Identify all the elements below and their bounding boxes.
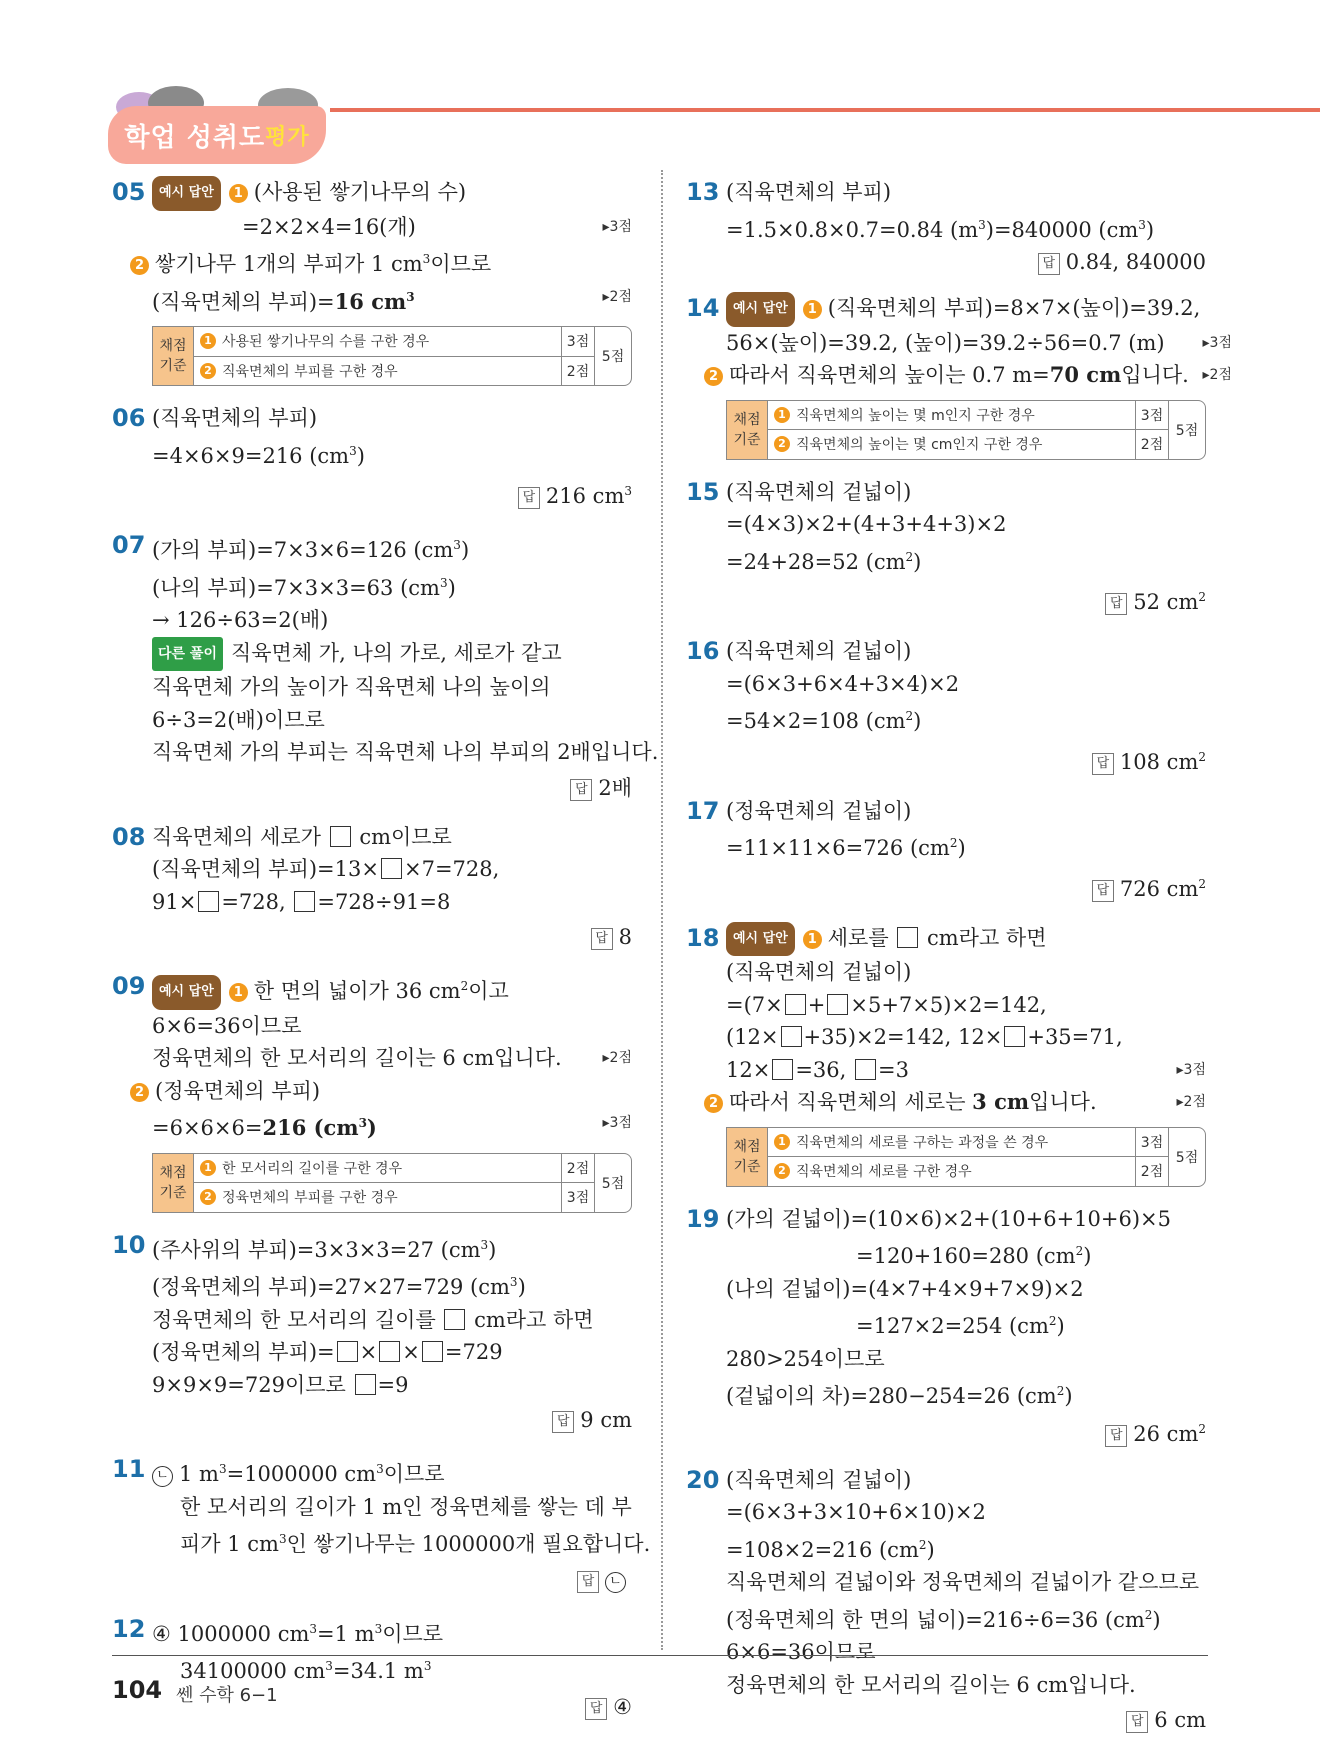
blank-box — [772, 1059, 793, 1080]
problem-05: 05 예시 답안 1 (사용된 쌓기나무의 수) =2×2×4=16(개) ▸3점 2 쌓기나무 1개의 부피가 1 $cm^3$이므로 (직육면체의 부피)=16 $cm^3$ ▸2점 채점 기준 1 사용된 쌓기나무의 수를 구한 경우 3점 2 직육면체의 부피를 구한 경우 2점 5점 — [112, 176, 632, 386]
problem-14: 14 예시 답안 1 (직육면체의 부피)=8×7×(높이)=39.2, 56×(높이)=39.2, (높이)=39.2÷56=0.7 (m) ▸3점 2 따라서 직육면체의 높이는 0.7 m=70 cm입니다. ▸2점 채점 기준 1 직육면체의 높이는 몇 m인지 구한 경우 3점 2 직육면체의 높이는 몇 cm인지 구한 경우 2점 5점 — [686, 292, 1206, 460]
answer: 답 ㄴ — [152, 1563, 632, 1597]
points: ▸3점 — [1176, 1061, 1206, 1078]
example-answer-tag: 예시 답안 — [726, 922, 795, 957]
column-divider — [661, 170, 663, 1650]
step-1-icon: 1 — [803, 300, 822, 319]
problem-number: 08 — [112, 822, 146, 851]
step-1-icon: 1 — [803, 930, 822, 949]
problem-16: 16 (직육면체의 겉넓이) =(6×3+6×4+3×4)×2 =54×2=108 $(cm^2)$ 답 108 $cm^2$ — [686, 635, 1206, 779]
blank-box — [855, 1059, 876, 1080]
footer-rule — [112, 1655, 1208, 1656]
blank-box — [294, 891, 315, 912]
problem-number: 12 — [112, 1614, 146, 1643]
alt-solution-tag: 다른 풀이 — [152, 637, 223, 672]
answer: 답 0.84, 840000 — [726, 248, 1206, 276]
points: ▸2점 — [602, 288, 632, 305]
blank-box — [422, 1341, 443, 1362]
scoring-criteria: 채점 기준 1 사용된 쌓기나무의 수를 구한 경우 3점 2 직육면체의 부피를 구한 경우 2점 5점 — [152, 326, 632, 386]
step-2-icon: 2 — [704, 1094, 723, 1113]
scoring-criteria: 채점 기준 1 직육면체의 세로를 구하는 과정을 쓴 경우 3점 2 직육면체의 세로를 구한 경우 2점 5점 — [726, 1127, 1206, 1187]
problem-number: 17 — [686, 796, 720, 825]
scoring-criteria: 채점 기준 1 직육면체의 높이는 몇 m인지 구한 경우 3점 2 직육면체의 높이는 몇 cm인지 구한 경우 2점 5점 — [726, 400, 1206, 460]
problem-number: 11 — [112, 1455, 146, 1483]
problem-number: 14 — [686, 294, 720, 322]
choice-mark: ㄴ — [152, 1466, 173, 1487]
blank-box — [379, 1341, 400, 1362]
step-2-icon: 2 — [130, 256, 149, 275]
blank-box — [444, 1309, 465, 1330]
answer: 답 726 $cm^2$ — [726, 867, 1206, 906]
blank-box — [827, 994, 848, 1015]
answer: 답 26 $cm^2$ — [726, 1415, 1206, 1448]
step-2-icon: 2 — [130, 1083, 149, 1102]
header-rule — [330, 108, 1320, 112]
example-answer-tag: 예시 답안 — [152, 176, 221, 211]
problem-18: 18 예시 답안 1 세로를 cm라고 하면 (직육면체의 겉넓이) =(7× + ×5+7×5)×2=142, (12× +35)×2=142, 12× +35=71, 12× =36, =3 ▸3점 2 따라서 직육면체의 세로는 3 cm입니다. ▸2점 채점 기준 1 직육면체의 세로를 구하는 과정을 쓴 경우 3점 2 직육면체의 세로를 구한 경우 2점 5점 — [686, 922, 1206, 1187]
problem-06: 06 (직육면체의 부피) =4×6×9=216 $(cm^3)$ 답 216 $cm^3$ — [112, 402, 632, 513]
problem-10: 10 (주사위의 부피)=3×3×3=27 $(cm^3)$ (정육면체의 부피)=27×27=729 $(cm^3)$ 정육면체의 한 모서리의 길이를 cm라고 하면 (정육면체의 부피)= × × =729 9×9×9=729이므로 =9 답 9 cm — [112, 1229, 632, 1438]
page-number: 104 — [112, 1676, 163, 1704]
problem-number: 06 — [112, 404, 146, 432]
answer: 답 108 $cm^2$ — [726, 740, 1206, 779]
scoring-criteria: 채점 기준 1 한 모서리의 길이를 구한 경우 2점 2 정육면체의 부피를 구한 경우 3점 5점 — [152, 1153, 632, 1213]
step-2-icon: 2 — [704, 367, 723, 386]
problem-number: 05 — [112, 178, 146, 206]
points: ▸2점 — [602, 1050, 632, 1066]
problem-12: 12 ④ 1000000 $cm^3=1$ $m^3$이므로 34100000 $cm^3=34.1$ $m^3$ 답 ④ — [112, 1613, 632, 1724]
blank-box — [330, 826, 351, 847]
problem-08: 08 직육면체의 세로가 cm이므로 (직육면체의 부피)=13× ×7=728, 91× =728, =728÷91=8 답 8 — [112, 821, 632, 955]
blank-box — [381, 858, 402, 879]
answer: 답 8 — [152, 920, 632, 954]
points: ▸2점 — [1202, 367, 1232, 383]
points: ▸2점 — [1176, 1094, 1206, 1110]
problem-15: 15 (직육면체의 겉넓이) =(4×3)×2+(4+3+4+3)×2 =24+28=52 $(cm^2)$ 답 52 $cm^2$ — [686, 476, 1206, 620]
problem-19: 19 (가의 겉넓이)=(10×6)×2+(10+6+10+6)×5 =120+160=280 $(cm^2)$ (나의 겉넓이)=(4×7+4×9+7×9)×2 =127×2=254 $(cm^2)$ 280>254이므로 (겉넓이의 차)=280−254=26 $(cm^2)$ 답 26 $cm^2$ — [686, 1204, 1206, 1446]
right-column — [686, 176, 1232, 1753]
points: ▸3점 — [602, 1115, 632, 1131]
problem-number: 13 — [686, 178, 720, 206]
problem-11: 11 ㄴ 1 $m^3=1000000$ $cm^3$이므로 한 모서리의 길이가 1 m인 정육면체를 쌓는 데 부 피가 1 $cm^3$인 쌓기나무는 1000000개 필요합니다. 답 ㄴ — [112, 1453, 632, 1597]
answer: 답 ④ — [152, 1690, 632, 1724]
blank-box — [897, 927, 918, 948]
problem-number: 19 — [686, 1204, 720, 1233]
blank-box — [198, 891, 219, 912]
problem-09: 09 예시 답안 1 한 면의 넓이가 36 $cm^2$이고 6×6=36이므로 정육면체의 한 모서리의 길이는 6 cm입니다. ▸2점 2 (정육면체의 부피) =6×6×6=216 $(cm^3)$ ▸3점 채점 기준 1 한 모서리의 길이를 구한 경우 2점 2 정육면체의 부피를 구한 경우 3점 5점 — [112, 970, 632, 1213]
answer: 답 52 $cm^2$ — [726, 580, 1206, 619]
step-1-icon: 1 — [229, 184, 248, 203]
problem-number: 20 — [686, 1465, 720, 1494]
example-answer-tag: 예시 답안 — [152, 975, 221, 1010]
section-title: 학업 성취도 평가 — [108, 106, 326, 164]
answer: 답 216 $cm^3$ — [152, 474, 632, 513]
problem-number: 10 — [112, 1230, 146, 1259]
blank-box — [355, 1374, 376, 1395]
points: ▸3점 — [602, 218, 632, 235]
problem-number: 16 — [686, 637, 720, 665]
problem-number: 07 — [112, 531, 146, 559]
step-1-icon: 1 — [229, 983, 248, 1002]
left-column — [112, 176, 659, 1740]
blank-box — [785, 994, 806, 1015]
problem-07: 07 (가의 부피)=7×3×6=126 $(cm^3)$ (나의 부피)=7×3×3=63 $(cm^3)$ → 126÷63=2(배) 다른 풀이 직육면체 가, 나의 가로, 세로가 같고 직육면체 가의 높이가 직육면체 나의 높이의 6÷3=2(배)이므로 직육면체 가의 부피는 직육면체 나의 부피의 2배입니다. 답 2배 — [112, 529, 632, 805]
problem-20: 20 (직육면체의 겉넓이) =(6×3+3×10+6×10)×2 =108×2=216 $(cm^2)$ 직육면체의 겉넓이와 정육면체의 겉넓이가 같으므로 (정육면체의 한 면의 넓이)=216÷6=36 $(cm^2)$ 6×6=36이므로 정육면체의 한 모서리의 길이는 6 cm입니다. 답 6 cm — [686, 1464, 1206, 1738]
book-title: 쎈 수학 6−1 — [176, 1685, 278, 1706]
points: ▸3점 — [1202, 334, 1232, 351]
problem-number: 15 — [686, 477, 720, 506]
example-answer-tag: 예시 답안 — [726, 292, 795, 327]
problem-17: 17 (정육면체의 겉넓이) =11×11×6=726 $(cm^2)$ 답 726 $cm^2$ — [686, 795, 1206, 906]
blank-box — [337, 1341, 358, 1362]
answer: 답 2배 — [152, 771, 632, 805]
problem-number: 18 — [686, 923, 720, 952]
answer: 답 6 cm — [726, 1703, 1206, 1737]
problem-number: 09 — [112, 972, 146, 1000]
section-badge — [108, 84, 330, 176]
answer: 답 9 cm — [152, 1403, 632, 1437]
blank-box — [1004, 1026, 1025, 1047]
problem-13: 13 (직육면체의 부피) =1.5×0.8×0.7=0.84 $(m^3)=840000$ $(cm^3)$ 답 0.84, 840000 — [686, 178, 1206, 274]
blank-box — [781, 1026, 802, 1047]
